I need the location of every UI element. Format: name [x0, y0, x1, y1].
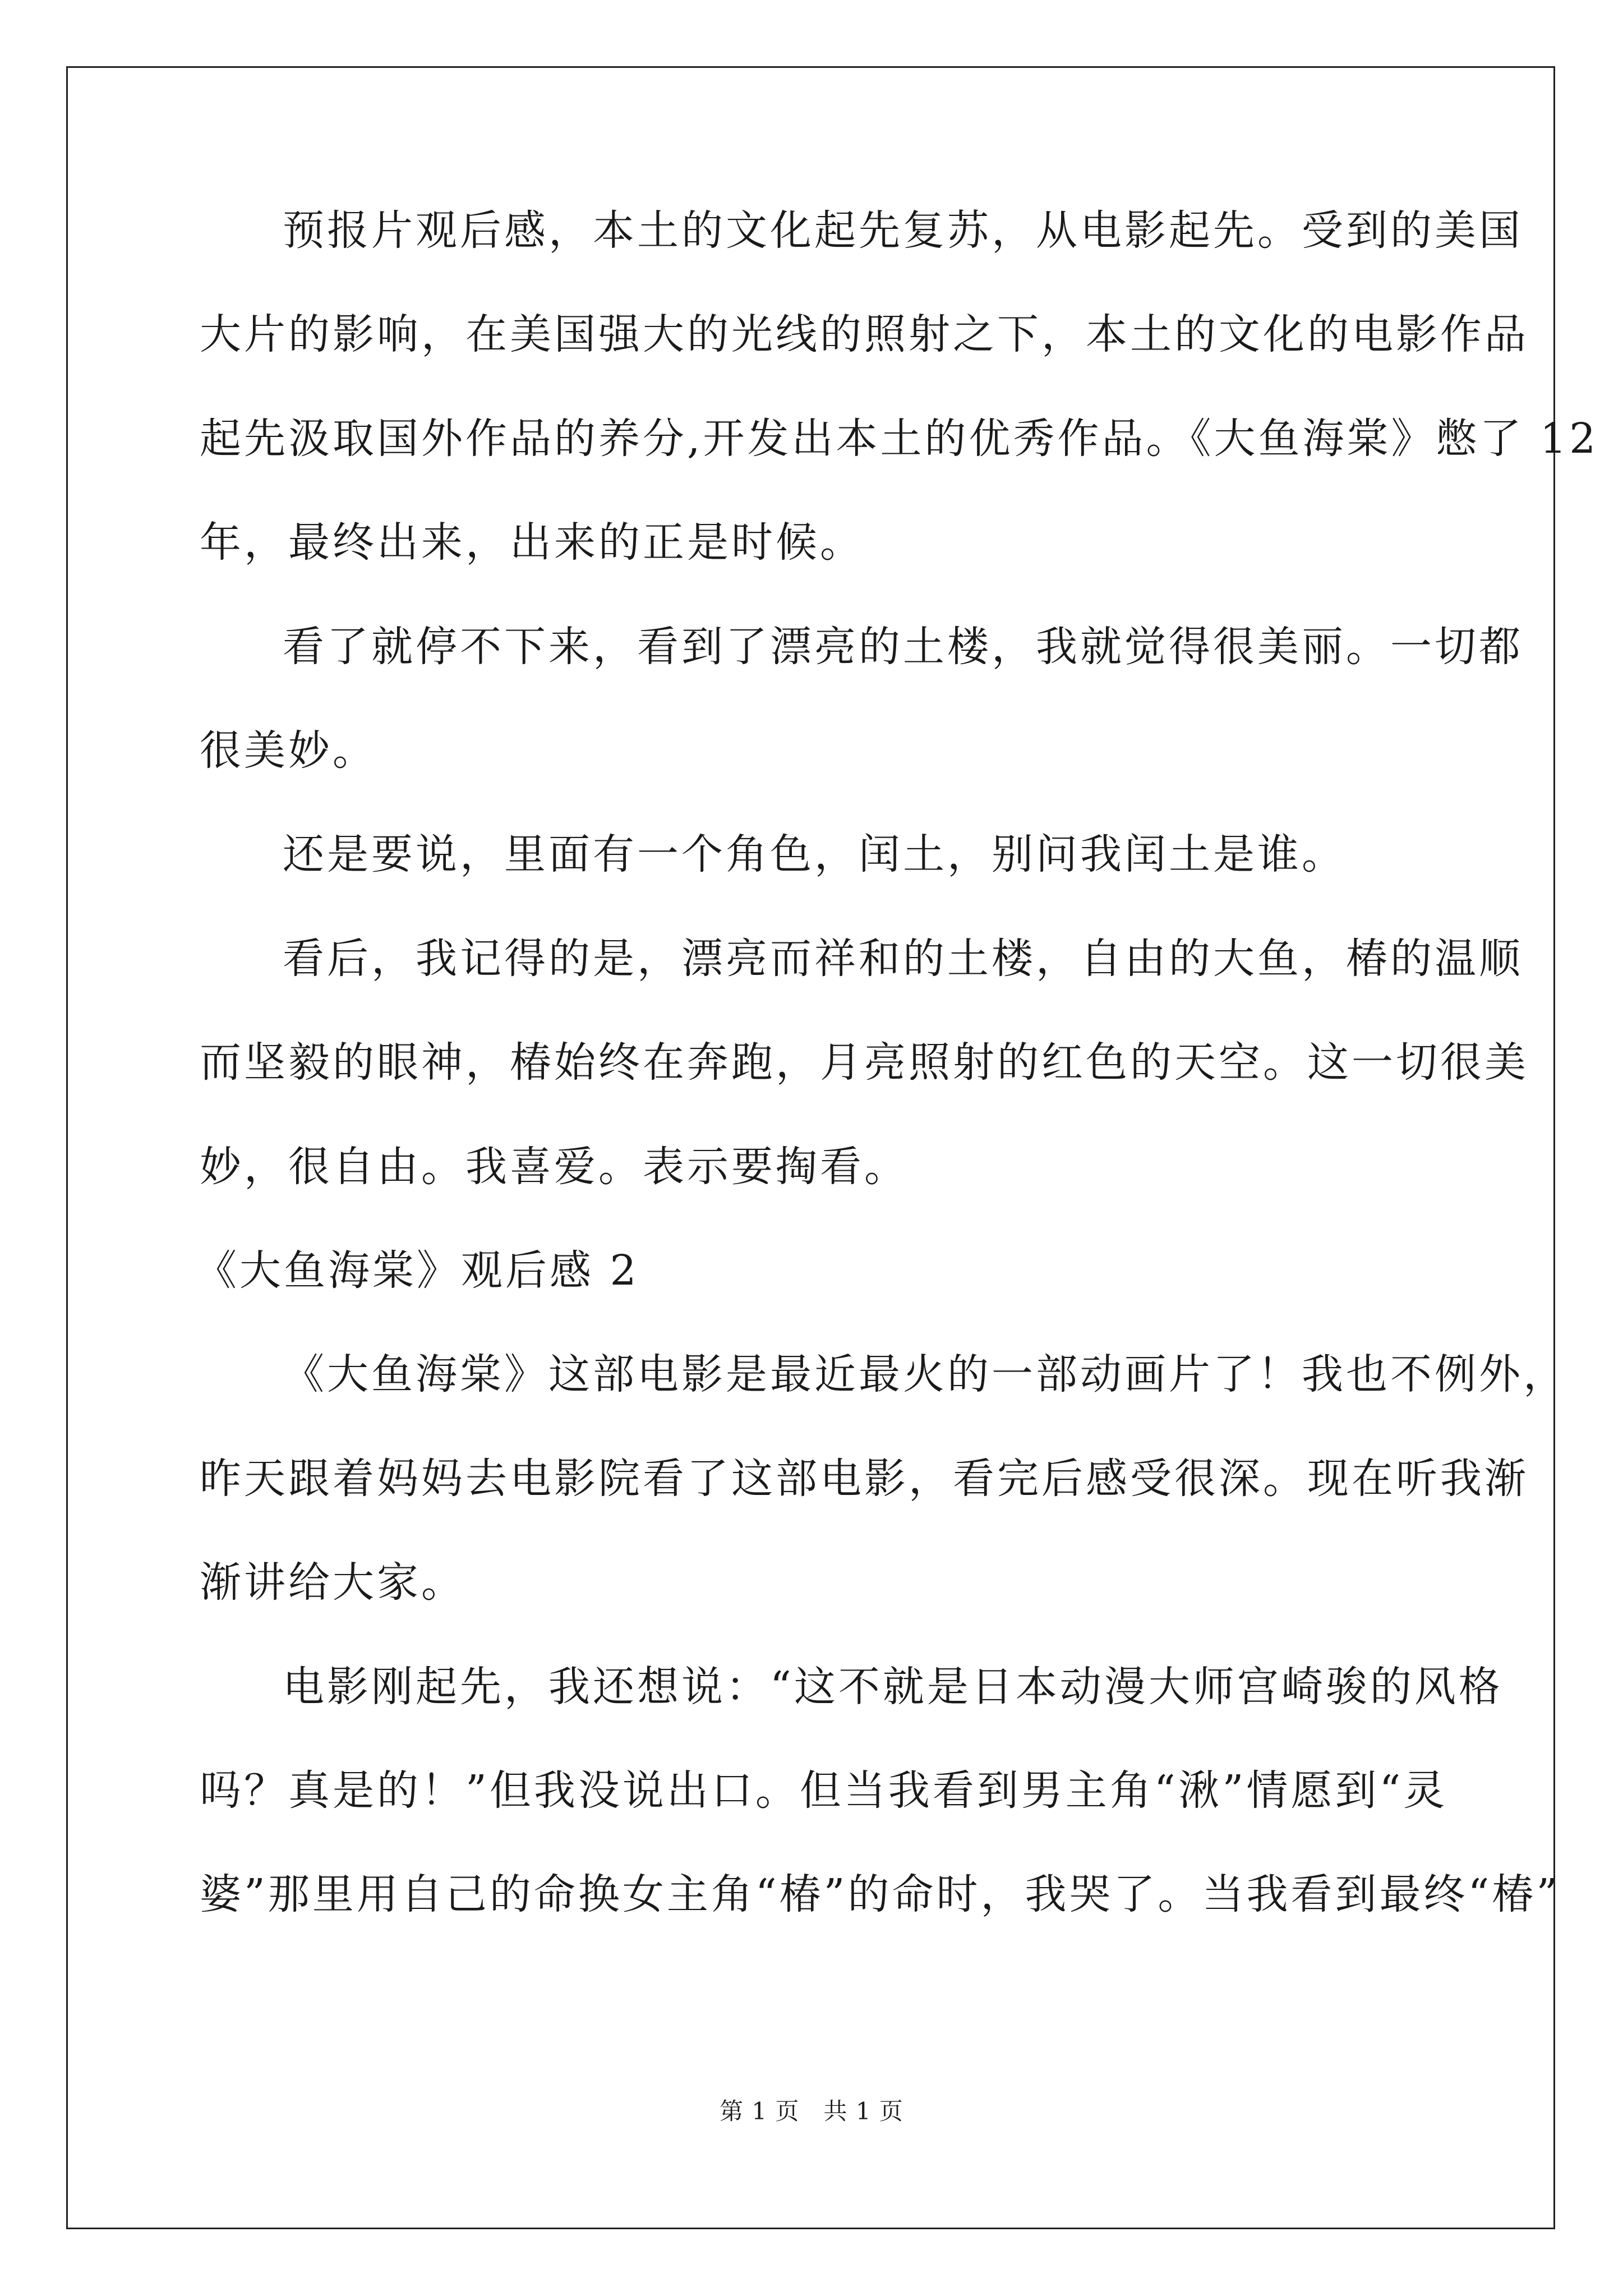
paragraph-line: 还是要说，里面有一个角色，闰土，别问我闰土是谁。	[283, 830, 1346, 878]
paragraph-line: 渐讲给大家。	[200, 1558, 465, 1607]
paragraph-line: 昨天跟着妈妈去电影院看了这部电影，看完后感受很深。现在听我渐	[200, 1455, 1529, 1503]
paragraph-line: 妙，很自由。我喜爱。表示要掏看。	[200, 1143, 909, 1191]
paragraph-line: 看后，我记得的是，漂亮而祥和的土楼，自由的大鱼，椿的温顺	[283, 935, 1523, 983]
paragraph-line: 而坚毅的眼神，椿始终在奔跑，月亮照射的红色的天空。这一切很美	[200, 1038, 1529, 1087]
paragraph-line: 《大鱼海棠》这部电影是最近最火的一部动画片了！我也不例外，	[283, 1350, 1567, 1398]
paragraph-line: 吗？真是的！”但我没说出口。但当我看到男主角“湫”情愿到“灵	[200, 1766, 1448, 1815]
paragraph-line: 电影刚起先，我还想说：“这不就是日本动漫大师宫崎骏的风格	[283, 1663, 1503, 1711]
paragraph-line: 婆”那里用自己的命换女主角“椿”的命时，我哭了。当我看到最终“椿”	[200, 1870, 1561, 1918]
paragraph-line: 很美妙。	[200, 726, 377, 775]
paragraph-line: 看了就停不下来，看到了漂亮的土楼，我就觉得很美丽。一切都	[283, 623, 1523, 671]
page-number-footer: 第 1 页 共 1 页	[720, 2097, 903, 2125]
section-heading: 《大鱼海棠》观后感 2	[195, 1246, 639, 1295]
paragraph-line: 预报片观后感，本土的文化起先复苏，从电影起先。受到的美国	[283, 206, 1523, 255]
paragraph-line: 起先汲取国外作品的养分,开发出本土的优秀作品。《大鱼海棠》憋了 12	[200, 415, 1599, 463]
paragraph-line: 大片的影响，在美国强大的光线的照射之下，本土的文化的电影作品	[200, 310, 1529, 358]
paragraph-line: 年，最终出来，出来的正是时候。	[200, 518, 864, 567]
